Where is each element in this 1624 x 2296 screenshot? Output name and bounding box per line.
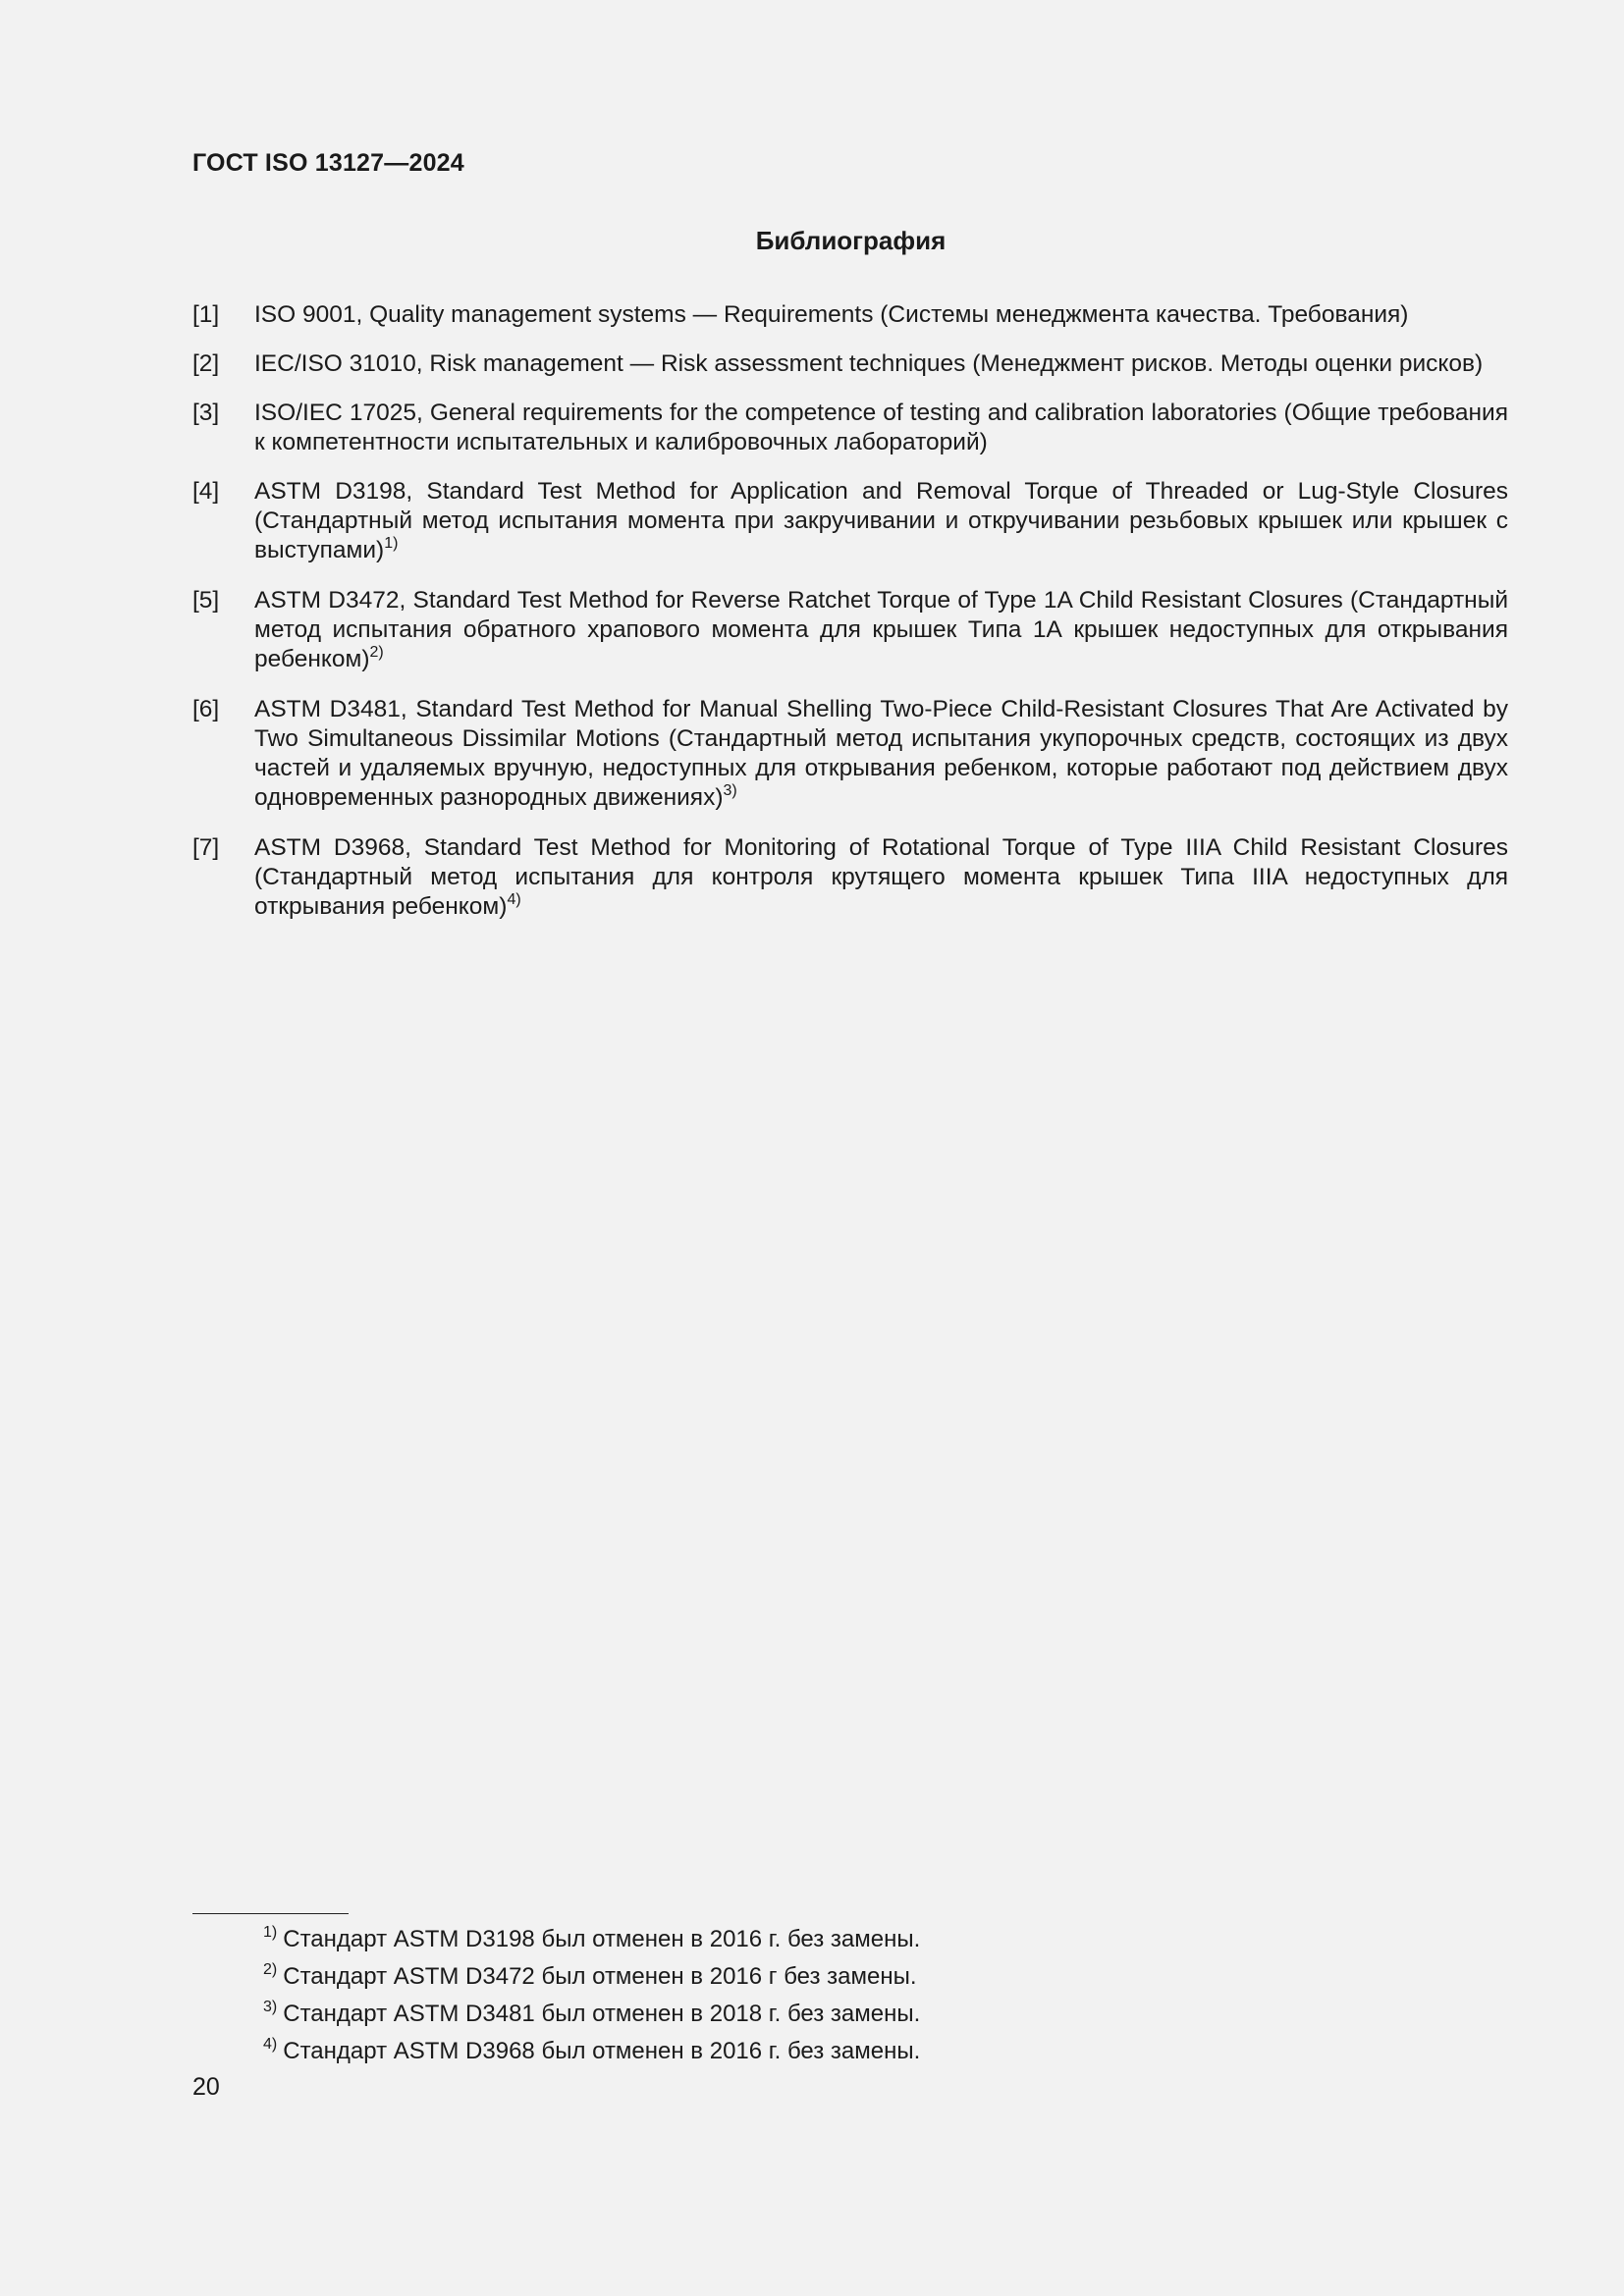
reference-text: ISO/IEC 17025, General requirements for the competence of testing and calibration laboratories (Общие требования к компетентности испытательных и калибровочных лабораторий) — [254, 400, 1508, 455]
bibliography-list — [192, 300, 1508, 922]
page-number: 20 — [192, 2073, 220, 2101]
reference-number: [5] — [192, 587, 220, 614]
footnotes-list — [263, 1921, 1441, 2070]
bibliography-entry — [192, 399, 1508, 457]
footnote-text: Стандарт ASTM D3968 был отменен в 2016 г. без замены. — [283, 2038, 921, 2064]
footnote-reference[interactable]: 2) — [369, 644, 384, 661]
footnote-text: Стандарт ASTM D3472 был отменен в 2016 г без замены. — [283, 1963, 917, 1990]
footnote — [263, 2033, 1441, 2070]
footnote-mark: 3) — [263, 1999, 278, 2015]
reference-number: [6] — [192, 696, 220, 722]
reference-text: IEC/ISO 31010, Risk management — Risk assessment techniques (Менеджмент рисков. Методы оценки рисков) — [254, 350, 1484, 377]
bibliography-entry — [192, 833, 1508, 922]
footnote — [263, 1996, 1441, 2033]
bibliography-entry — [192, 586, 1508, 674]
footnote — [263, 1921, 1441, 1958]
footnote-reference[interactable]: 3) — [723, 782, 737, 799]
footnote-text: Стандарт ASTM D3198 был отменен в 2016 г. без замены. — [283, 1926, 921, 1952]
reference-number: [3] — [192, 400, 220, 426]
footnote-reference[interactable]: 1) — [384, 535, 399, 552]
reference-text: ASTM D3472, Standard Test Method for Reverse Ratchet Torque of Type 1A Child Resistant Closures (Стандартный метод испытания обратного храпового момента для крышек Типа 1А крышек недоступных для открывания ребенком) — [254, 587, 1508, 672]
reference-number: [1] — [192, 301, 220, 328]
reference-text: ISO 9001, Quality management systems — Requirements (Системы менеджмента качества. Требования) — [254, 301, 1409, 328]
bibliography-entry — [192, 695, 1508, 813]
reference-text: ASTM D3198, Standard Test Method for Application and Removal Torque of Threaded or Lug-Style Closures (Стандартный метод испытания момента при закручивании и откручивании резьбовых крышек или крышек с выступами) — [254, 478, 1508, 563]
bibliography-entry — [192, 300, 1508, 330]
footnote-text: Стандарт ASTM D3481 был отменен в 2018 г. без замены. — [283, 2001, 921, 2027]
footnote — [263, 1958, 1441, 1996]
bibliography-entry — [192, 349, 1508, 379]
footnote-mark: 1) — [263, 1924, 278, 1941]
reference-number: [4] — [192, 478, 220, 505]
footnote-separator — [192, 1913, 349, 1914]
footnote-mark: 2) — [263, 1961, 278, 1978]
section-title: Библиография — [755, 226, 947, 255]
footnote-reference[interactable]: 4) — [507, 891, 521, 908]
reference-text: ASTM D3968, Standard Test Method for Monitoring of Rotational Torque of Type IIIA Child Resistant Closures (Стандартный метод испытания для контроля крутящего момента крышек Типа IIIA недоступных для открывания ребенком) — [254, 834, 1508, 920]
reference-number: [2] — [192, 350, 220, 377]
footnote-mark: 4) — [263, 2036, 278, 2053]
document-code-header: ГОСТ ISO 13127—2024 — [192, 149, 464, 177]
bibliography-entry — [192, 477, 1508, 565]
reference-text: ASTM D3481, Standard Test Method for Manual Shelling Two-Piece Child-Resistant Closures That Are Activated by Two Simultaneous Dissimilar Motions (Стандартный метод испытания укупорочных средств, состоящих из двух частей и удаляемых вручную, недоступных для открывания ребенком, которые работают под действием двух одновременных разнородных движениях) — [254, 696, 1508, 811]
reference-number: [7] — [192, 834, 220, 861]
